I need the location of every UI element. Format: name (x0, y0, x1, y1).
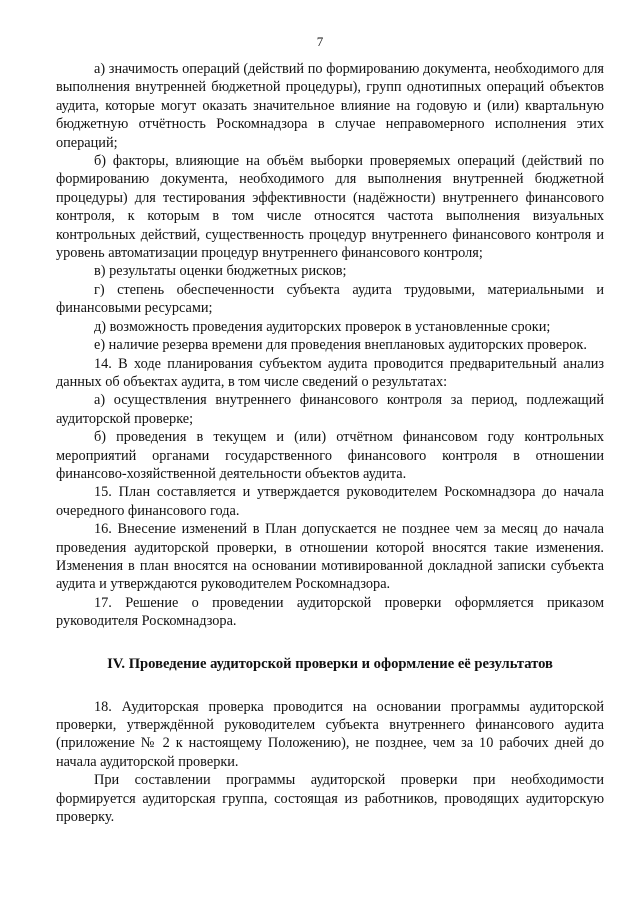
section-heading: IV. Проведение аудиторской проверки и оформление её результатов (107, 655, 553, 672)
paragraph-13e: е) наличие резерва времени для проведения внеплановых аудиторских проверок. (94, 337, 587, 354)
paragraph-13b: б) факторы, влияющие на объём выборки проверяемых операций (действий по формированию документа, необходимого для выполнения внутренней бюджетной процедуры) для тестирования эффективности (надёжности) внутреннего финансового контроля, к которым в том числе относятся частота выполнения визуальных контрольных действий, существенность процедур внутреннего финансового контроля и уровень автоматизации процедур внутреннего финансового контроля; (56, 153, 604, 262)
paragraph-13g: г) степень обеспеченности субъекта аудита трудовыми, материальными и финансовыми ресурсами; (56, 281, 604, 317)
paragraph-16: 16. Внесение изменений в План допускается не позднее чем за месяц до начала проведения аудиторской проверки, в отношении которой вносятся такие изменения. Изменения в план вносятся на основании мотивированной докладной записки субъекта аудита и утверждаются руководителем Роскомнадзора. (56, 521, 604, 593)
paragraph-15: 15. План составляется и утверждается руководителем Роскомнадзора до начала очередного финансового года. (56, 484, 604, 519)
paragraph-13d: д) возможность проведения аудиторских проверок в установленные сроки; (94, 318, 551, 335)
paragraph-13a: а) значимость операций (действий по формированию документа, необходимого для выполнения внутренней бюджетной процедуры), групп однотипных операций объектов аудита, которые могут оказать значительное влияние на годовую и (или) квартальную бюджетную отчётность Роскомнадзора в случае неправомерного исполнения этих операций; (56, 61, 604, 151)
paragraph-17: 17. Решение о проведении аудиторской проверки оформляется приказом руководителя Роскомнадзора. (56, 594, 604, 630)
paragraph-13v: в) результаты оценки бюджетных рисков; (94, 263, 347, 280)
page-number: 7 (316, 34, 324, 49)
paragraph-14b: б) проведения в текущем и (или) отчётном финансовом году контрольных мероприятий органами государственного финансового контроля в отношении финансово-хозяйственной деятельности объектов аудита. (56, 429, 604, 482)
paragraph-14: 14. В ходе планирования субъектом аудита проводится предварительный анализ данных об объектах аудита, в том числе сведений о результатах: (56, 355, 604, 390)
paragraph-14a: а) осуществления внутреннего финансового контроля за период, подлежащий аудиторской проверке; (56, 392, 604, 427)
document-body (56, 60, 604, 826)
paragraph-18: 18. Аудиторская проверка проводится на основании программы аудиторской проверки, утверждённой руководителем субъекта внутреннего финансового аудита (приложение № 2 к настоящему Положению), не позднее, чем за 10 рабочих дней до начала аудиторской проверки. (56, 698, 604, 770)
paragraph-18-continued: При составлении программы аудиторской проверки при необходимости формируется аудиторская группа, состоящая из работников, проводящих аудиторскую проверку. (56, 772, 604, 826)
